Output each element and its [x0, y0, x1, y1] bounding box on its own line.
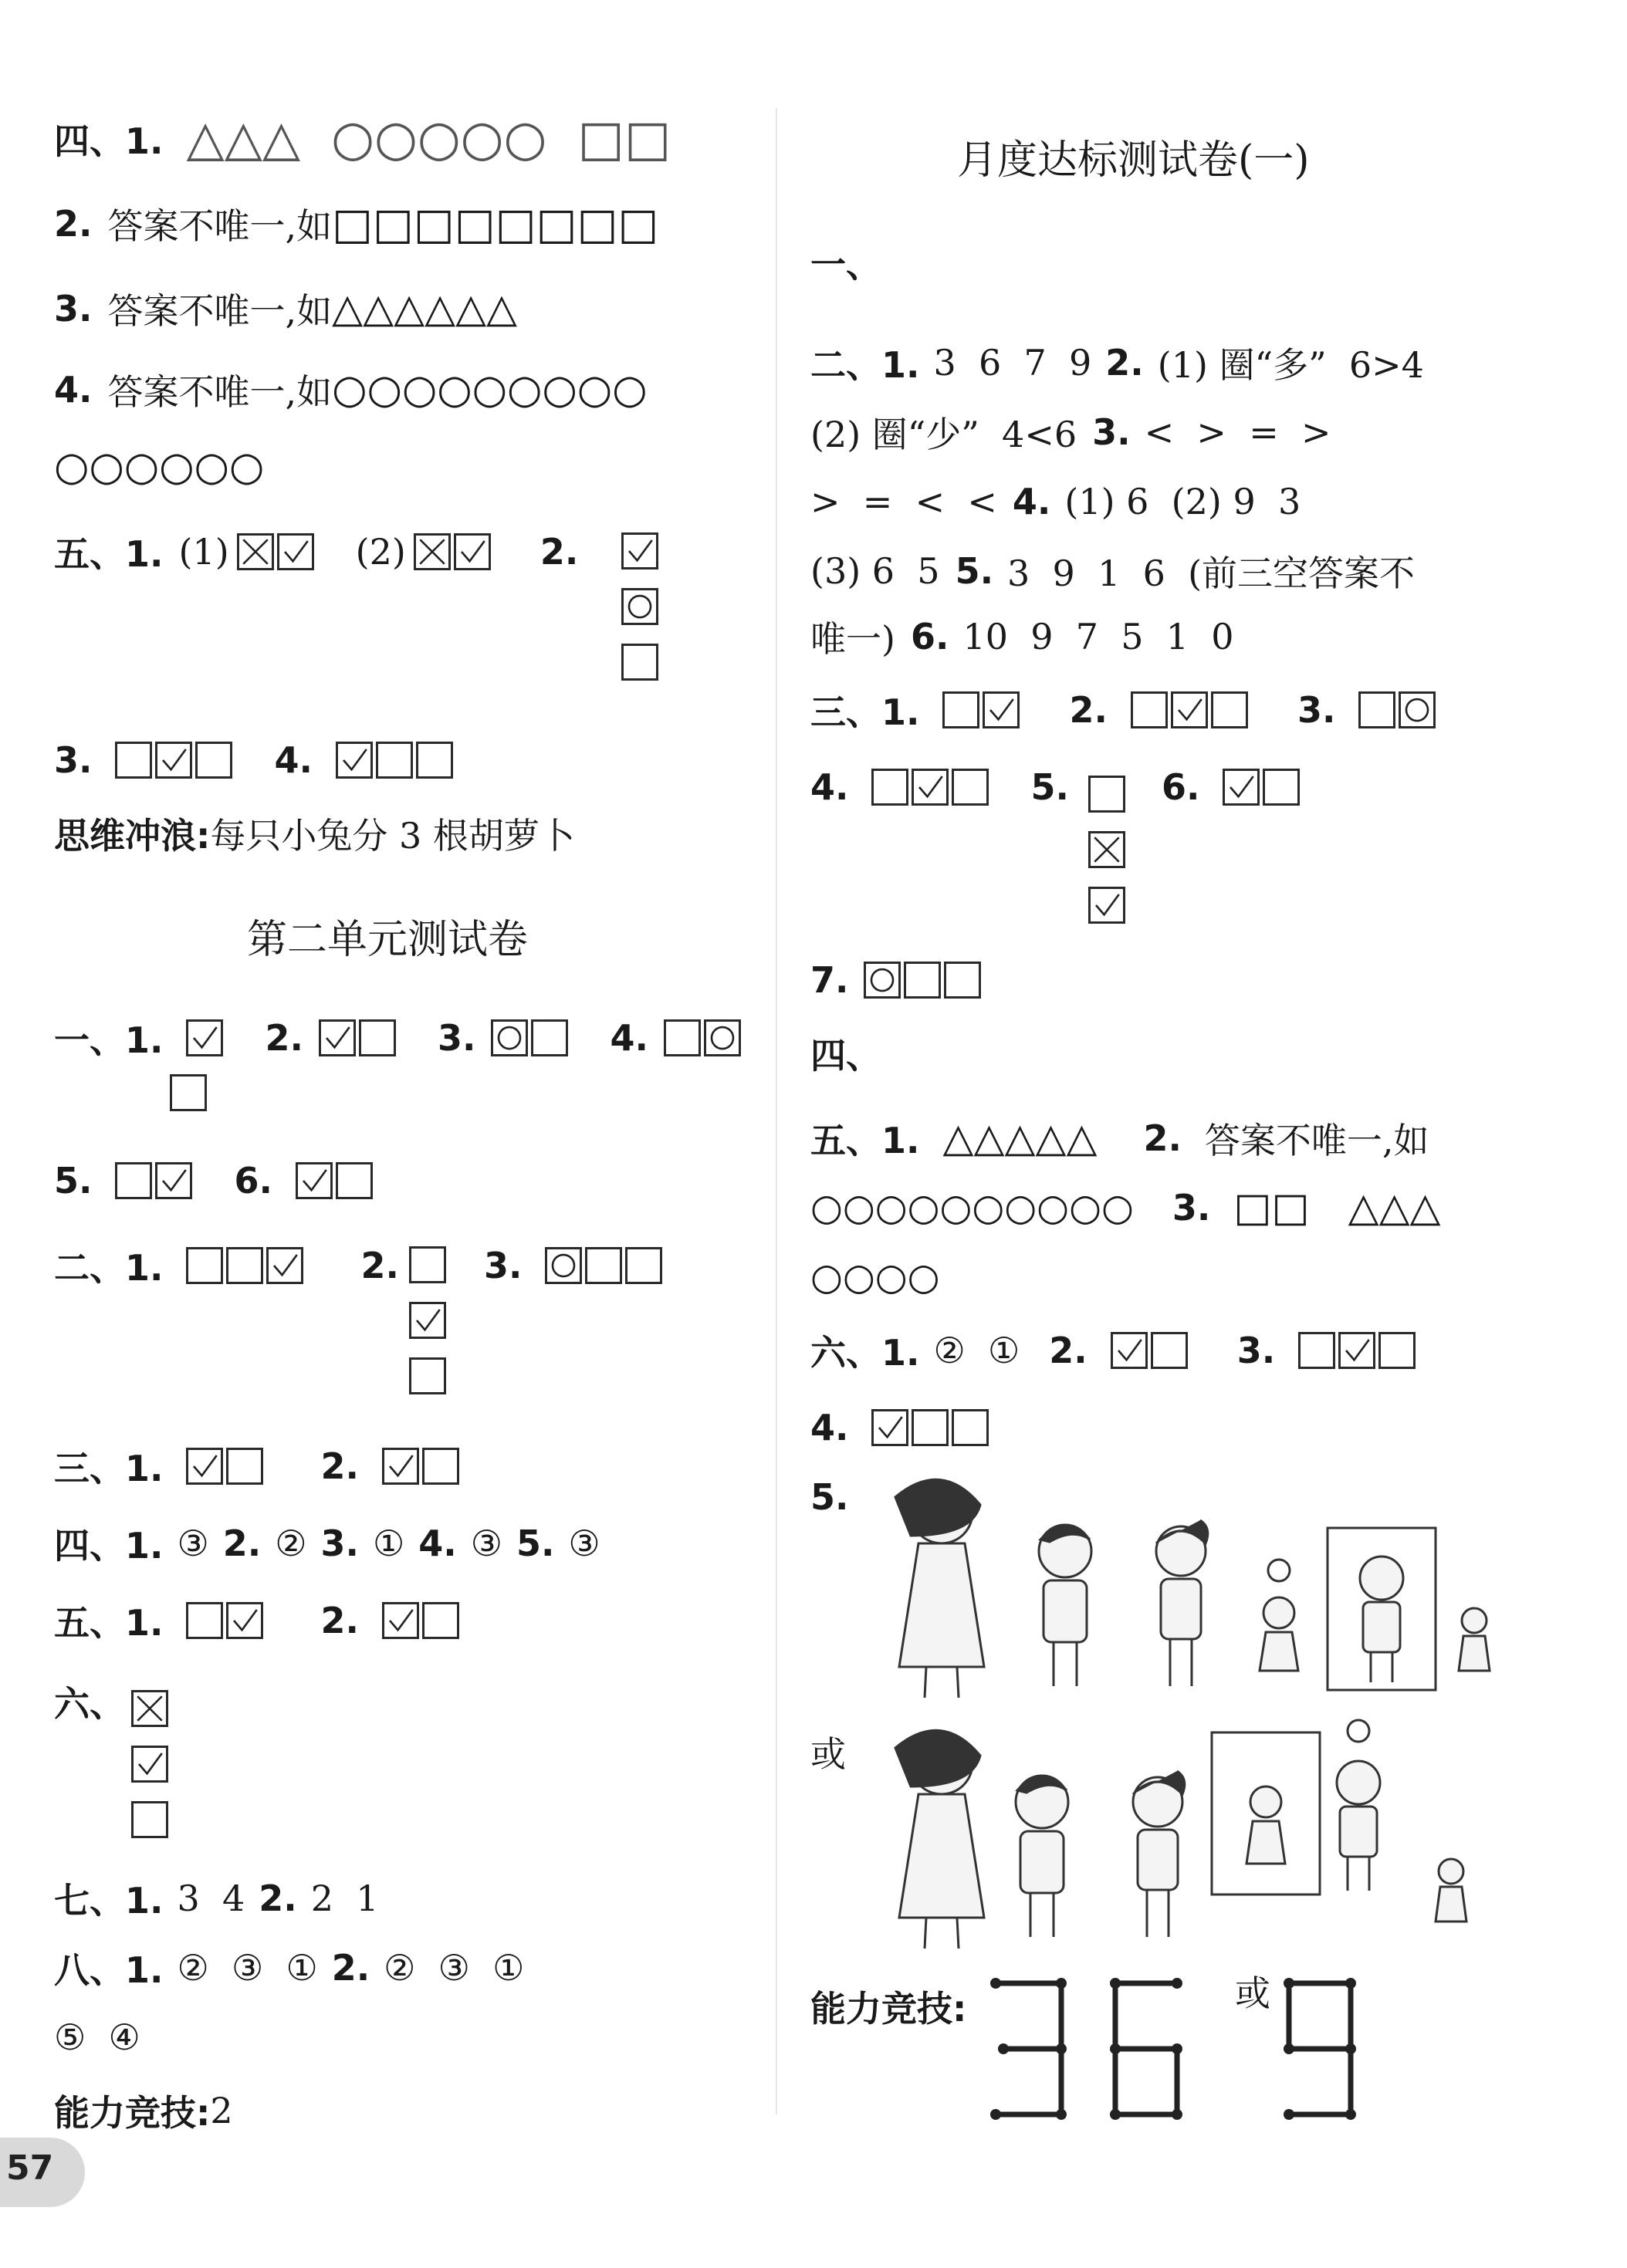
item-number: 3. [437, 1017, 476, 1059]
item-number: 4. [54, 369, 93, 411]
item-number: 5. [955, 550, 994, 592]
item-number: 4. [810, 766, 849, 808]
answer: 3 4 [177, 1878, 245, 1919]
section-label: 一、1. [54, 1019, 164, 1061]
answer-box-check [1223, 769, 1260, 806]
extra-box [170, 1074, 210, 1111]
vertical-answer-boxes [409, 1246, 449, 1394]
left-line-2 [54, 181, 658, 266]
unit-line-5 [54, 1501, 614, 1586]
answer-box-empty [226, 1247, 263, 1284]
answer-box-check [1111, 1332, 1148, 1369]
unit-line-1 [54, 995, 744, 1080]
answer-box-empty [422, 1448, 459, 1485]
circles: ○○○○ [810, 1256, 940, 1299]
right-line-14 [810, 1308, 1419, 1393]
answer: ② ① [933, 1330, 1020, 1371]
answer-box-empty [409, 1246, 446, 1283]
unit-line-11 [54, 2068, 233, 2153]
answer: < > = > [1144, 411, 1331, 453]
answer-box-empty [226, 1448, 263, 1485]
section-label: 四、1. [54, 1525, 164, 1567]
answer-box-empty [422, 1602, 459, 1639]
answer-box-check [131, 1746, 168, 1783]
answer-box-empty [1088, 776, 1125, 813]
answer: 唯一) [810, 618, 895, 660]
answer: 2 1 [310, 1878, 379, 1919]
item-number: 5. [54, 1160, 93, 1202]
left-line-3 [54, 266, 517, 351]
right-line-6 [810, 594, 1248, 679]
answer: 3 9 1 6 (前三空答案不 [1007, 553, 1416, 594]
item-number: 6. [234, 1160, 272, 1202]
item-number: 5. [810, 1476, 849, 1518]
answer: 10 9 7 5 1 0 [962, 616, 1234, 657]
part-label: (2) [355, 531, 406, 573]
item-number: 2. [320, 1445, 359, 1487]
answer-box-check [1088, 887, 1125, 924]
answer-box-empty [942, 691, 979, 728]
monthly-test-title: 月度达标测试卷(一) [957, 137, 1310, 184]
squares: □□ [577, 110, 671, 167]
page-number: 57 [6, 2148, 54, 2188]
item-number: 2. [1105, 342, 1144, 384]
answer: (1) 6 (2) 9 3 [1064, 481, 1301, 522]
section-label: 五、1. [54, 1602, 164, 1644]
answer-box-empty [131, 1801, 168, 1838]
right-line-10 [810, 1011, 881, 1096]
answer-text: 答案不唯一,如 [107, 371, 333, 413]
section-label: 三、1. [810, 691, 920, 733]
answer-box-circle [864, 962, 901, 999]
answer-box-empty [952, 769, 989, 806]
section-label: 能力竞技: [810, 1988, 967, 2030]
part-label: (1) [178, 531, 229, 573]
item-number: 2. [259, 1878, 297, 1919]
answer-box-empty [115, 742, 152, 779]
item-number: 2. [1069, 689, 1108, 731]
answer-box-check [336, 742, 373, 779]
answer: ③ [470, 1523, 502, 1564]
answer-box-circle [621, 588, 658, 625]
item-number: 2. [320, 1600, 359, 1641]
answer-box-empty [621, 644, 658, 681]
matchstick-digits-369 [988, 1976, 1374, 2130]
answer: ⑤ ④ [54, 2016, 140, 2058]
answer-box-check [155, 742, 192, 779]
answer-box-empty [625, 1247, 662, 1284]
unit-line-2 [54, 1138, 376, 1223]
answer-box-empty [1263, 769, 1300, 806]
answer-box-empty [952, 1409, 989, 1446]
unit-line-4 [54, 1424, 462, 1509]
answer-box-cross [237, 533, 274, 570]
item-number: 2. [222, 1523, 262, 1564]
item-number: 3. [1172, 1187, 1211, 1229]
triangles: △△△△△ [942, 1115, 1098, 1161]
section-label: 六、 [54, 1683, 125, 1725]
item-number: 3. [320, 1523, 359, 1564]
answer-box-empty [912, 1409, 949, 1446]
answer-box-empty [585, 1247, 622, 1284]
item-number: 3. [54, 739, 93, 781]
people-lineup-illustration-2 [864, 1717, 1513, 1956]
section-label: 七、1. [54, 1880, 164, 1922]
circles: ○○○○○○○○○ [332, 367, 648, 413]
answer-box-empty [416, 742, 453, 779]
left-line-6 [54, 509, 578, 594]
item-number: 5. [516, 1523, 555, 1564]
answer: ② [275, 1523, 307, 1564]
squares: □□□□□□□□ [332, 198, 659, 249]
answer-box-cross [414, 533, 451, 570]
unit-2-title: 第二单元测试卷 [247, 917, 529, 963]
answer-box-check [296, 1162, 333, 1199]
right-line-9 [810, 938, 984, 1022]
unit-line-6 [54, 1578, 462, 1663]
right-line-7 [810, 668, 1439, 752]
triangles: △△△ [186, 110, 301, 167]
item-number: 4. [610, 1017, 648, 1059]
answer: 2 [210, 2090, 233, 2131]
answer-box-circle [545, 1247, 582, 1284]
answer-box-check [266, 1247, 303, 1284]
triangles: △△△ [1348, 1185, 1441, 1231]
answer: ③ [177, 1523, 209, 1564]
answer-text: 每只小兔分 3 根胡萝卜 [210, 815, 575, 857]
answer-text: 答案不唯一,如 [107, 290, 333, 332]
answer-box-empty [376, 742, 413, 779]
answer: (2) 圈“少” 4<6 [810, 414, 1077, 455]
answer-box-empty [1151, 1332, 1188, 1369]
answer-box-circle [704, 1019, 741, 1056]
answer: > = < < [810, 481, 997, 522]
vertical-answer-boxes [131, 1690, 171, 1838]
answer-box-check [277, 533, 314, 570]
answer: (1) 圈“多” 6>4 [1157, 344, 1424, 386]
answer-box-empty [186, 1247, 223, 1284]
answer-box-check [319, 1019, 356, 1056]
answer-box-check [382, 1448, 419, 1485]
section-label: 六、1. [810, 1332, 920, 1374]
answer-box-empty [871, 769, 908, 806]
vertical-answer-boxes [621, 532, 661, 681]
item-number: 2. [540, 531, 579, 573]
triangles: △△△△△△ [332, 286, 518, 332]
answer-box-check [912, 769, 949, 806]
answer: 3 6 7 9 [933, 342, 1092, 384]
section-label: 四、1. [54, 120, 164, 162]
item-number: 4. [810, 1407, 849, 1448]
item-number: 7. [810, 959, 849, 1001]
item-number: 2. [1049, 1330, 1087, 1371]
answer-box-empty [1131, 691, 1168, 728]
left-line-8 [54, 791, 575, 876]
section-label: 五、1. [810, 1120, 920, 1161]
unit-line-3 [54, 1223, 665, 1308]
item-number: 2. [331, 1947, 370, 1989]
answer-box-empty [186, 1602, 223, 1639]
answer-text: 答案不唯一,如 [1204, 1120, 1429, 1161]
squares: □□ [1233, 1185, 1310, 1231]
answer-box-check [1338, 1332, 1375, 1369]
item-number: 3. [1297, 689, 1336, 731]
answer-box-check [409, 1302, 446, 1339]
answer-box-circle [1399, 691, 1436, 728]
answer-box-empty [409, 1357, 446, 1394]
item-number: 4. [274, 739, 313, 781]
answer-box-check [983, 691, 1020, 728]
answer-box-check [871, 1409, 908, 1446]
answer: ② ③ ① [384, 1947, 525, 1989]
answer-box-check [621, 532, 658, 570]
item-number: 2. [265, 1017, 303, 1059]
answer: ① [372, 1523, 405, 1564]
circles: ○○○○○ [331, 110, 547, 167]
section-label: 四、 [810, 1035, 881, 1077]
unit-line-7 [54, 1659, 125, 1744]
circles: ○○○○○○ [54, 444, 265, 490]
section-label: 一、 [810, 244, 881, 286]
answer-box-empty [195, 742, 232, 779]
answer-box-empty [359, 1019, 396, 1056]
right-line-13 [810, 1235, 940, 1320]
answer-box-check [155, 1162, 192, 1199]
item-number: 3. [1236, 1330, 1276, 1371]
section-label: 二、1. [810, 344, 920, 386]
people-lineup-illustration-1 [864, 1466, 1513, 1705]
left-line-5 [54, 424, 264, 509]
answer-box-empty [336, 1162, 373, 1199]
item-number: 6. [910, 616, 949, 657]
item-number: 3. [54, 288, 93, 330]
answer-box-empty [1358, 691, 1395, 728]
section-label: 五、1. [54, 533, 164, 575]
answer-box-cross [1088, 831, 1125, 868]
right-line-8 [810, 745, 1303, 830]
answer-box-empty [1298, 1332, 1335, 1369]
answer-box-empty [115, 1162, 152, 1199]
vertical-answer-boxes [1088, 776, 1128, 924]
answer-box-check [454, 533, 491, 570]
answer-box-circle [491, 1019, 528, 1056]
answer: ③ [568, 1523, 600, 1564]
answer-box-cross [131, 1690, 168, 1727]
answer-box-check [382, 1602, 419, 1639]
section-label: 三、1. [54, 1448, 164, 1489]
item-number: 6. [1161, 766, 1200, 808]
answer-box-check [1171, 691, 1208, 728]
answer-box-check [186, 1448, 223, 1485]
answer: ② ③ ① [177, 1947, 318, 1989]
column-divider [776, 108, 777, 2114]
item-number: 3. [483, 1245, 523, 1286]
left-line-4 [54, 347, 647, 432]
item-number: 5. [1030, 766, 1069, 808]
item-number: 4. [1012, 481, 1051, 522]
item-number: 4. [418, 1523, 457, 1564]
unit-line-10 [54, 1995, 140, 2080]
right-line-16 [810, 1455, 848, 1540]
section-label: 八、1. [54, 1949, 164, 1991]
circles: ○○○○○○○○○○ [810, 1186, 1134, 1229]
or-label: 或 [1235, 1972, 1270, 2014]
left-line-1 [54, 96, 671, 181]
answer-box-empty [944, 962, 981, 999]
section-label: 二、1. [54, 1247, 164, 1289]
section-label: 思维冲浪: [54, 815, 211, 857]
answer-box-empty [1378, 1332, 1416, 1369]
item-number: 2. [54, 203, 93, 245]
answer-box-empty [1211, 691, 1248, 728]
right-line-1 [810, 220, 881, 305]
answer-box-check [186, 1019, 223, 1056]
answer-box-empty [531, 1019, 568, 1056]
answer-box-empty [664, 1019, 701, 1056]
or-label: 或 [810, 1733, 846, 1775]
answer-box-empty [170, 1074, 207, 1111]
answer: (3) 6 5 [810, 550, 940, 592]
answer-text: 答案不唯一,如 [107, 205, 333, 247]
item-number: 2. [1143, 1117, 1182, 1159]
left-line-7 [54, 718, 456, 803]
answer-box-check [226, 1602, 263, 1639]
section-label: 能力竞技: [54, 2092, 211, 2134]
item-number: 2. [360, 1245, 399, 1286]
answer-box-empty [904, 962, 941, 999]
right-line-18 [810, 1964, 966, 2049]
item-number: 3. [1092, 411, 1131, 453]
right-line-17 [810, 1709, 846, 1794]
